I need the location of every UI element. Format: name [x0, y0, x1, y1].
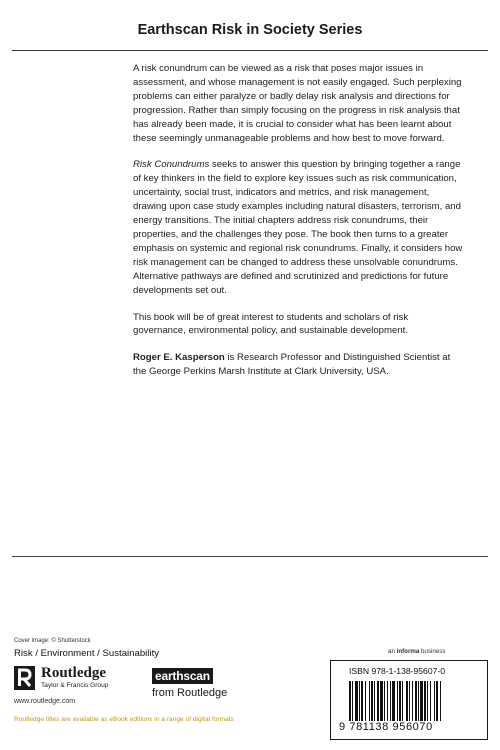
barcode-bar [406, 681, 408, 721]
barcode-bar [359, 681, 360, 721]
barcode-bar [397, 681, 398, 721]
barcode-icon [349, 681, 474, 721]
barcode-bar [374, 681, 375, 721]
barcode-bar [387, 681, 388, 721]
barcode-bar [440, 681, 441, 721]
blurb-paragraph-2-text: seeks to answer this question by bringing together a range of key thinkers in the field to explore key issues such as risk communication, uncertainty, social trust, indicators and metrics, and risk management, drawing upon case study examples including natural disasters, terrorism, and energy transitions. The initial chapters address risk conundrums, their properties, and the challenges they pose. The book then turns to a greater emphasis on systemic and regional risk conundrums. Finally, it considers how risk management can be changed to address these unsolvable conundrums. Alternative pathways are defined and scrutinized and predictions for future developments set out. [133, 159, 463, 296]
earthscan-logo [152, 667, 244, 703]
barcode-bar [349, 681, 351, 721]
earthscan-from: from Routledge [152, 687, 228, 699]
barcode-bar [412, 681, 413, 721]
blurb-paragraph-1: A risk conundrum can be viewed as a risk that poses major issues in assessment, and whose management is not easily engaged. Such perplexing problems can either paralyze or badly delay risk analysis and directions for progression. Rather than simply focusing on the progress in risk analysis that has already been made, it is crucial to consider what has been learnt about these seemingly unmanageable problems and how best to move forward. [133, 63, 462, 144]
barcode-bar [380, 681, 383, 721]
barcode-bar [430, 681, 431, 721]
barcode-bar [434, 681, 435, 721]
routledge-logo [14, 666, 134, 692]
barcode-bar [418, 681, 419, 721]
author-bio-text: is Research Professor and Distinguished Scientist at the George Perkins Marsh Institute at Clark University, USA. [133, 352, 451, 378]
barcode-bar [361, 681, 363, 721]
barcode-bar [402, 681, 403, 721]
barcode-bar [369, 681, 370, 721]
subject-categories: Risk / Environment / Sustainability [14, 648, 160, 659]
bottom-divider [12, 556, 488, 557]
barcode-digits: 9 781138 956070 [339, 721, 433, 733]
blurb-paragraph-3: This book will be of great interest to students and scholars of risk governance, environmental policy, and sustainable development. [133, 311, 409, 337]
blurb-paragraph-2 [133, 158, 463, 297]
barcode-bar [436, 681, 438, 721]
barcode-bar [420, 681, 423, 721]
informa-brand: informa [396, 648, 420, 655]
earthscan-mark: earthscan [152, 668, 213, 684]
informa-prefix: an [388, 648, 397, 655]
barcode-bar [390, 681, 391, 721]
barcode-bar [365, 681, 366, 721]
barcode-bar [409, 681, 410, 721]
barcode-bar [371, 681, 373, 721]
barcode-bar [399, 681, 401, 721]
informa-suffix: business [419, 648, 446, 655]
ebook-note: Routledge titles are available as eBook editions in a range of digital formats [14, 716, 234, 723]
barcode-bar [384, 681, 385, 721]
cover-credit: Cover image: © Shutterstock [14, 638, 91, 644]
website-link[interactable]: www.routledge.com [14, 698, 76, 705]
series-title: Earthscan Risk in Society Series [137, 22, 363, 38]
blurb [133, 62, 463, 392]
routledge-name: Routledge [41, 665, 106, 681]
routledge-group: Taylor & Francis Group [41, 682, 109, 689]
barcode-bar [355, 681, 358, 721]
author-bio [133, 351, 463, 379]
barcode-bar [392, 681, 395, 721]
barcode-bar [424, 681, 426, 721]
barcode-bar [377, 681, 379, 721]
isbn-box [330, 660, 488, 740]
top-divider [12, 50, 488, 51]
barcode-bar [415, 681, 417, 721]
author-name: Roger E. Kasperson [133, 352, 225, 364]
routledge-mark-icon [14, 666, 35, 690]
book-title: Risk Conundrums [133, 159, 210, 171]
isbn-text: ISBN 978-1-138-95607-0 [349, 666, 446, 676]
barcode-bar [427, 681, 428, 721]
barcode-bar [352, 681, 353, 721]
informa-business [388, 648, 445, 655]
